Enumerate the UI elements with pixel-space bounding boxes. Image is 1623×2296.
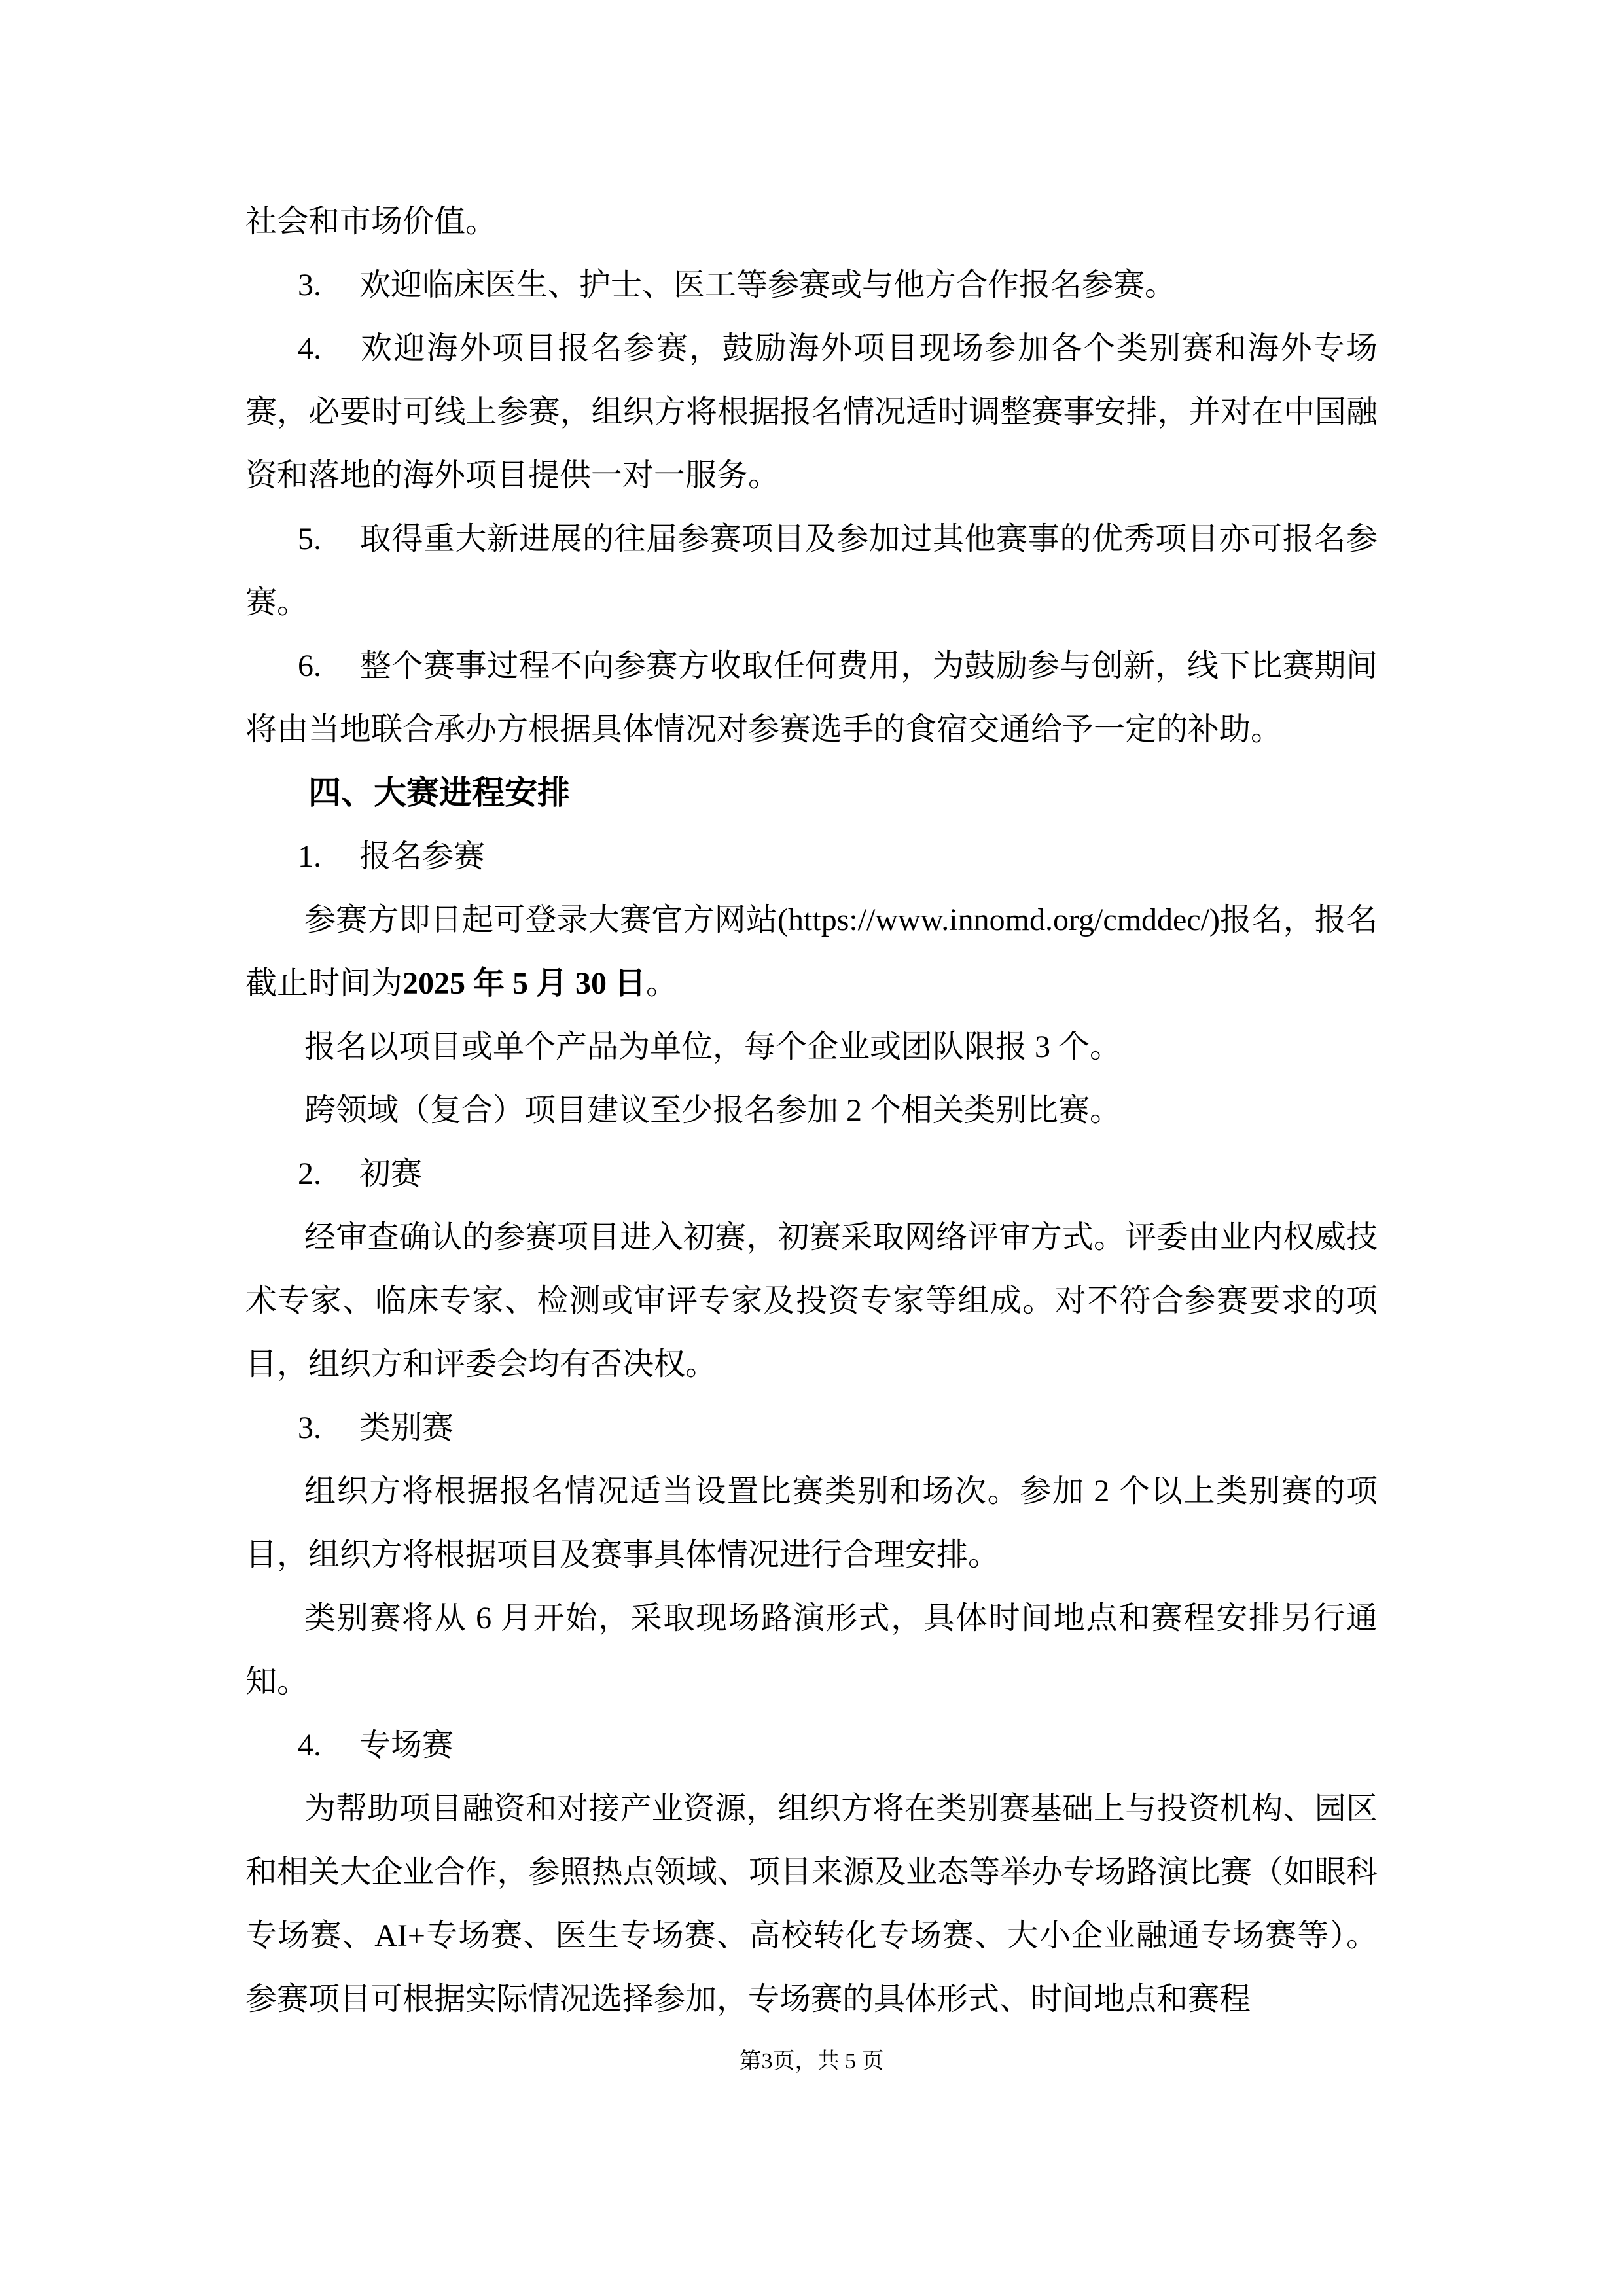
list-number: 1. — [298, 839, 321, 874]
paragraph — [245, 1460, 1378, 1587]
text-run: 欢迎海外项目报名参赛，鼓励海外项目现场参加各个类别赛和海外专场赛，必要时可线上参赛，组织方将根据报名情况适时调整赛事安排，并对在中国融资和落地的海外项目提供一对一服务。 — [245, 331, 1378, 493]
text-run: 组织方将根据报名情况适当设置比赛类别和场次。参加 2 个以上类别赛的项目，组织方将根据项目及赛事具体情况进行合理安排。 — [245, 1474, 1378, 1572]
document-body — [245, 190, 1378, 2031]
section-heading — [245, 761, 1378, 825]
text-run: 报名参赛 — [359, 839, 486, 874]
list-item — [245, 1713, 1378, 1777]
section-heading-text: 四、大赛进程安排 — [308, 774, 570, 811]
paragraph — [245, 1206, 1378, 1396]
list-item — [245, 634, 1378, 761]
list-item — [245, 825, 1378, 888]
paragraph — [245, 1079, 1378, 1142]
paragraph — [245, 1015, 1378, 1079]
text-run: 专场赛 — [359, 1728, 454, 1763]
text-run: 社会和市场价值。 — [245, 204, 497, 239]
list-item — [245, 1396, 1378, 1460]
text-run: 报名以项目或单个产品为单位，每个企业或团队限报 3 个。 — [304, 1030, 1122, 1064]
registration-deadline: 2025 年 5 月 30 日 — [402, 966, 647, 1001]
page-footer: 第3页，共 5 页 — [739, 2049, 884, 2073]
list-item — [245, 507, 1378, 634]
text-run: 初赛 — [359, 1157, 423, 1191]
text-run: 取得重大新进展的往届参赛项目及参加过其他赛事的优秀项目亦可报名参赛。 — [245, 522, 1378, 620]
text-run: 跨领域（复合）项目建议至少报名参加 2 个相关类别比赛。 — [304, 1093, 1122, 1128]
text-run: )报名，报名截止时间为 — [245, 903, 1378, 1001]
list-number: 6. — [298, 649, 321, 683]
list-number: 4. — [298, 331, 321, 366]
text-run: 经审查确认的参赛项目进入初赛，初赛采取网络评审方式。评委由业内权威技术专家、临床专家、检测或审评专家及投资专家等组成。对不符合参赛要求的项目，组织方和评委会均有否决权。 — [245, 1220, 1378, 1382]
list-number: 5. — [298, 522, 321, 556]
text-run: 参赛方即日起可登录大赛官方网站( — [304, 903, 789, 937]
text-run: 为帮助项目融资和对接产业资源，组织方将在类别赛基础上与投资机构、园区和相关大企业合作，参照热点领域、项目来源及业态等举办专场路演比赛（如眼科专场赛、AI+专场赛、医生专场赛、高校转化专场赛、大小企业融通专场赛等）。参赛项目可根据实际情况选择参加，专场赛的具体形式、时间地点和赛程 — [245, 1791, 1378, 2017]
paragraph — [245, 190, 1378, 253]
text-run: 欢迎临床医生、护士、医工等参赛或与他方合作报名参赛。 — [359, 268, 1177, 302]
paragraph — [245, 1777, 1378, 2031]
list-number: 3. — [298, 1410, 321, 1445]
text-run: 类别赛将从 6 月开始，采取现场路演形式，具体时间地点和赛程安排另行通知。 — [245, 1601, 1378, 1699]
list-number: 2. — [298, 1157, 321, 1191]
text-run: 。 — [646, 966, 678, 1001]
list-item — [245, 317, 1378, 507]
paragraph — [245, 888, 1378, 1015]
contest-website-url: https://www.innomd.org/cmddec/ — [788, 903, 1209, 937]
list-number: 3. — [298, 268, 321, 302]
text-run: 整个赛事过程不向参赛方收取任何费用，为鼓励参与创新，线下比赛期间将由当地联合承办方根据具体情况对参赛选手的食宿交通给予一定的补助。 — [245, 649, 1378, 747]
list-item — [245, 253, 1378, 317]
list-item — [245, 1142, 1378, 1206]
list-number: 4. — [298, 1728, 321, 1763]
paragraph — [245, 1587, 1378, 1713]
text-run: 类别赛 — [359, 1410, 454, 1445]
